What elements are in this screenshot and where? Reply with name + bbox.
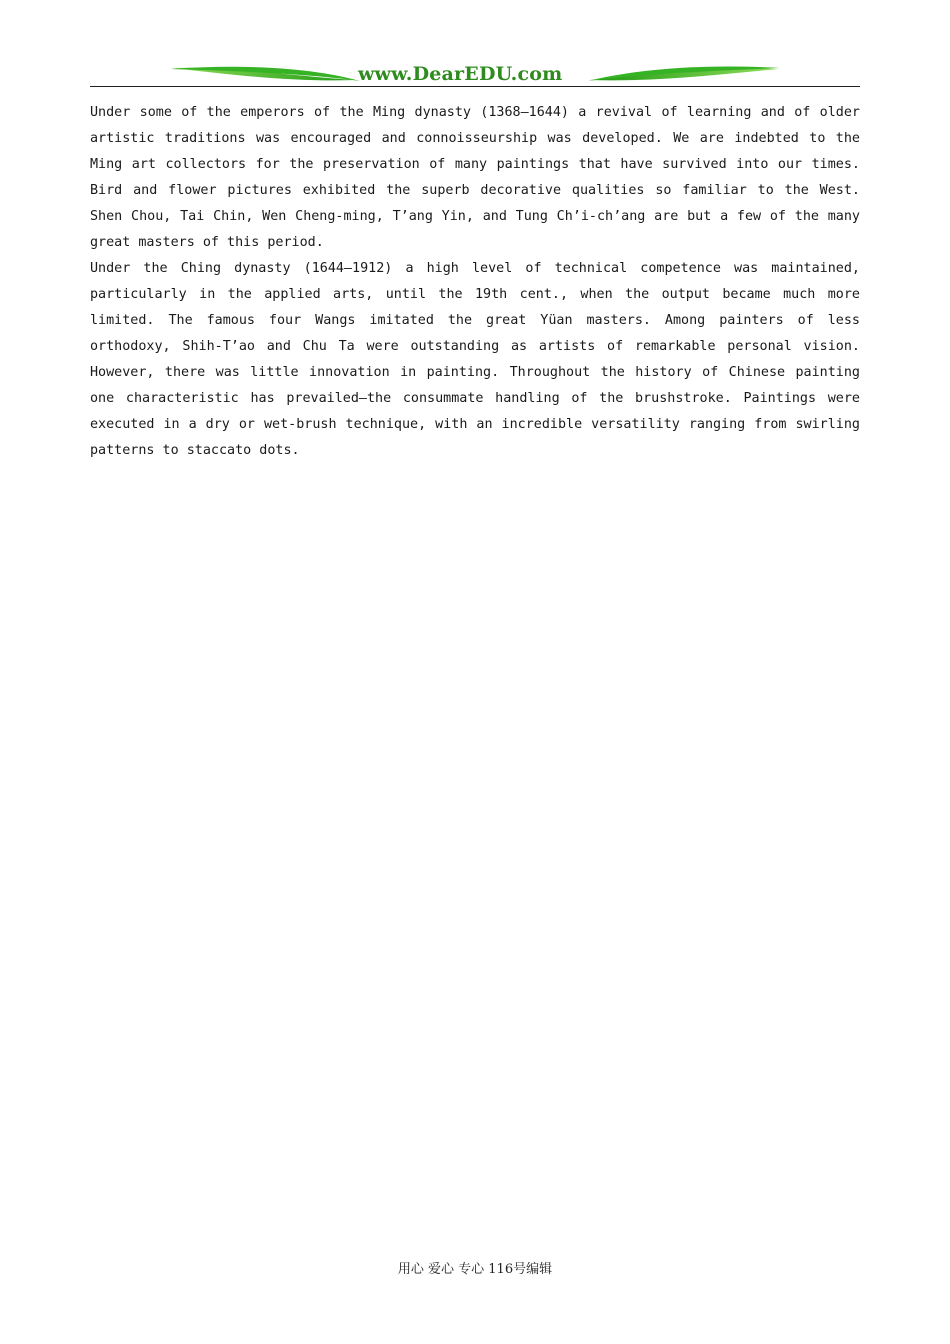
header-divider: [90, 86, 860, 87]
paragraph-ming-dynasty: Under some of the emperors of the Ming dynasty (1368–1644) a revival of learning and of older artistic traditions was encouraged and connoisseurship was developed. We are indebted to the Ming art collectors for the preservation of many paintings that have survived into our times. Bird and flower pictures exhibited the superb decorative qualities so familiar to the West. Shen Chou, Tai Chin, Wen Cheng-ming, T’ang Yin, and Tung Ch’i-ch’ang are but a few of the many great masters of this period.: [90, 105, 860, 250]
site-logo-text: www.DearEDU.com: [358, 63, 563, 85]
page-footer: 用心 爱心 专心 116号编辑: [397, 1262, 553, 1277]
document-body: [90, 100, 860, 464]
page-header: [90, 62, 860, 88]
paragraph-ching-dynasty: Under the Ching dynasty (1644–1912) a high level of technical competence was maintained, particularly in the applied arts, until the 19th cent., when the output became much more limited. The famous four Wangs imitated the great Yüan masters. Among painters of less orthodoxy, Shih-T’ao and Chu Ta were outstanding as artists of remarkable personal vision. However, there was little innovation in painting. Throughout the history of Chinese painting one characteristic has prevailed—the consummate handling of the brushstroke. Paintings were executed in a dry or wet-brush technique, with an incredible versatility ranging from swirling patterns to staccato dots.: [90, 261, 860, 458]
